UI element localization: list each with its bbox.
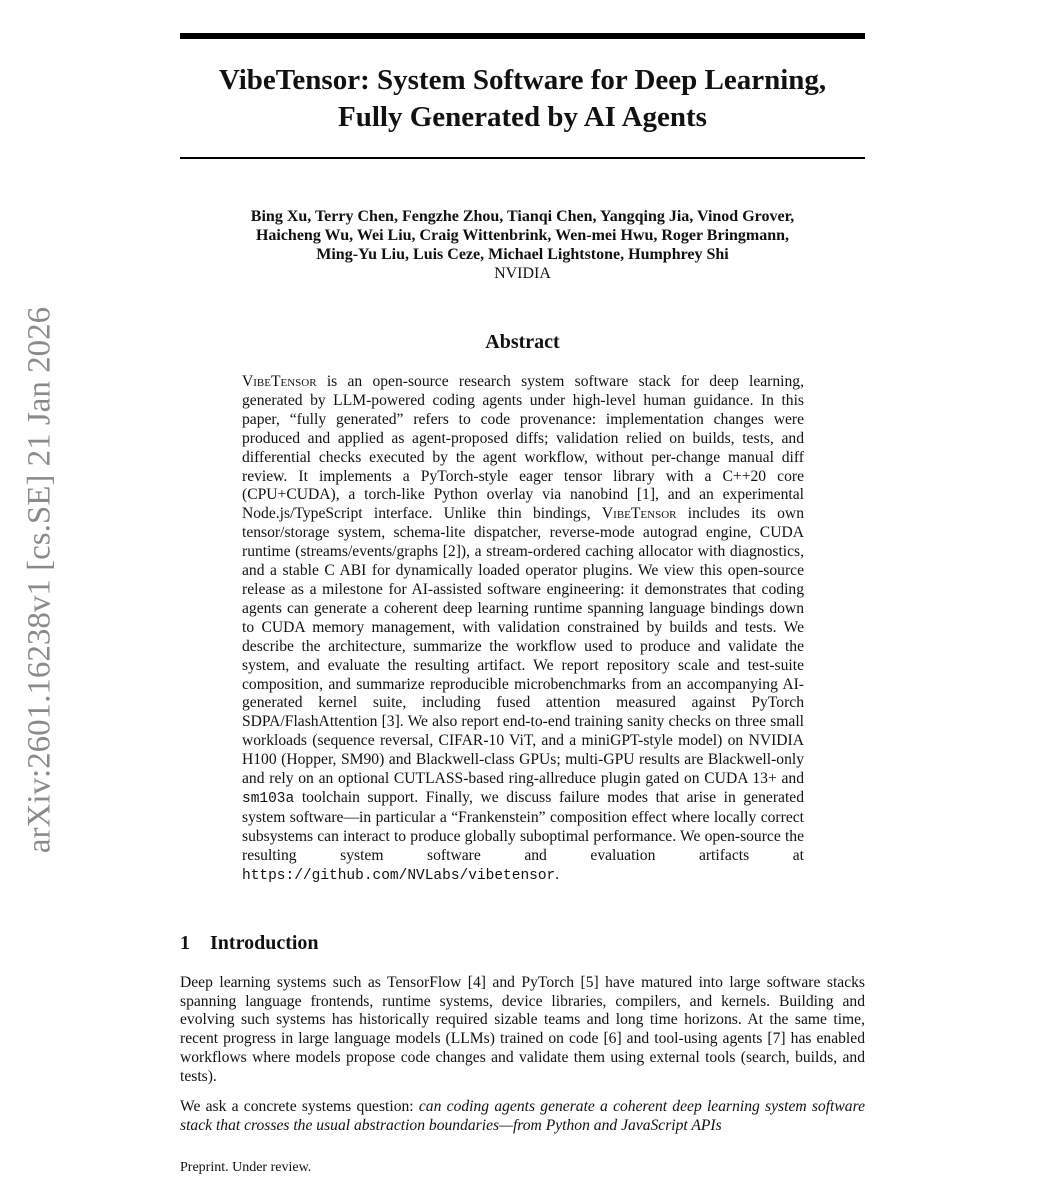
system-name-2: VibeTensor (601, 505, 677, 523)
section-number: 1 (180, 932, 190, 954)
title-line-2: Fully Generated by AI Agents (338, 101, 707, 133)
abstract-part-1: is an open-source research system software stack for deep learning, generated by LLM-powered coding agents under high-level human guidance. In this paper, “fully generated” refers to code provenance: implementation changes were produced and applied as agent-proposed diffs; validation relied on builds, tests, and differential checks executed by the agent workflow, without per-change manual diff review. It implements a PyTorch-style eager tensor library with a C++20 core (CPU+CUDA), a torch-like Python overlay via nanobind [1], and an experimental Node.js/TypeScript interface. Unlike thin bindings, (242, 373, 804, 523)
intro-paragraph-2 (180, 1098, 865, 1135)
abstract-part-2: includes its own tensor/storage system, schema-lite dispatcher, reverse-mode autograd engine, CUDA runtime (streams/events/graphs [2]), a stream-ordered caching allocator with diagnostics, and a stable C ABI for dynamically loaded operator plugins. We view this open-source release as a milestone for AI-assisted software engineering: it demonstrates that coding agents can generate a coherent deep learning runtime spanning language bindings down to CUDA memory management, with validation constrained by builds and tests. We describe the architecture, summarize the workflow used to produce and validate the system, and evaluate the resulting artifact. We report repository scale and test-suite composition, and summarize reproducible microbenchmarks from an accompanying AI-generated kernel suite, including fused attention measured against PyTorch SDPA/FlashAttention [3]. We also report end-to-end training sanity checks on three small workloads (sequence reversal, CIFAR-10 ViT, and a miniGPT-style model) on NVIDIA H100 (Hopper, SM90) and Blackwell-class GPUs; multi-GPU results are Blackwell-only and rely on an optional CUTLASS-based ring-allreduce plugin gated on CUDA 13+ and (242, 505, 804, 788)
abstract-body (242, 373, 804, 885)
abstract-end: . (555, 865, 560, 883)
abstract-heading: Abstract (485, 331, 560, 353)
author-list (180, 207, 865, 264)
github-link[interactable]: https://github.com/NVLabs/vibetensor (242, 867, 556, 884)
code-sm103a: sm103a (242, 790, 295, 807)
system-name: VibeTensor (242, 373, 317, 390)
title-bottom-rule (180, 157, 865, 159)
arxiv-identifier: arXiv:2601.16238v1 [cs.SE] 21 Jan 2026 (21, 306, 58, 854)
section-heading-introduction (180, 932, 865, 955)
preprint-footer: Preprint. Under review. (180, 1160, 312, 1175)
intro-paragraph-2-lead: We ask a concrete systems question: (180, 1098, 419, 1115)
title-line-1: VibeTensor: System Software for Deep Learning, (218, 64, 827, 96)
abstract-part-3: toolchain support. Finally, we discuss failure modes that arise in generated system software—in particular a “Frankenstein” composition effect where locally correct subsystems can interact to produce globally suboptimal performance. We open-source the resulting system software and evaluation artifacts at (242, 788, 804, 864)
affiliation: NVIDIA (494, 265, 551, 282)
authors-line-1: Bing Xu, Terry Chen, Fengzhe Zhou, Tianqi Chen, Yangqing Jia, Vinod Grover, (250, 208, 795, 225)
title-top-rule (180, 33, 865, 39)
paper-title (180, 62, 865, 136)
section-title: Introduction (210, 932, 319, 954)
intro-paragraph-1: Deep learning systems such as TensorFlow [4] and PyTorch [5] have matured into large software stacks spanning language frontends, runtime systems, device libraries, compilers, and kernels. Building and evolving such systems has historically required sizable teams and long time horizons. At the same time, recent progress in large language models (LLMs) trained on code [6] and tool-using agents [7] has enabled workflows where models propose code changes and validate them using external tools (search, builds, and tests). (180, 974, 865, 1085)
intro-paragraph-2-question: can coding agents generate a coherent deep learning system software stack that crosses the usual abstraction boundaries—from Python and JavaScript APIs (180, 1098, 866, 1134)
authors-line-3: Ming-Yu Liu, Luis Ceze, Michael Lightstone, Humphrey Shi (316, 246, 729, 263)
authors-line-2: Haicheng Wu, Wei Liu, Craig Wittenbrink, Wen-mei Hwu, Roger Bringmann, (255, 227, 790, 244)
